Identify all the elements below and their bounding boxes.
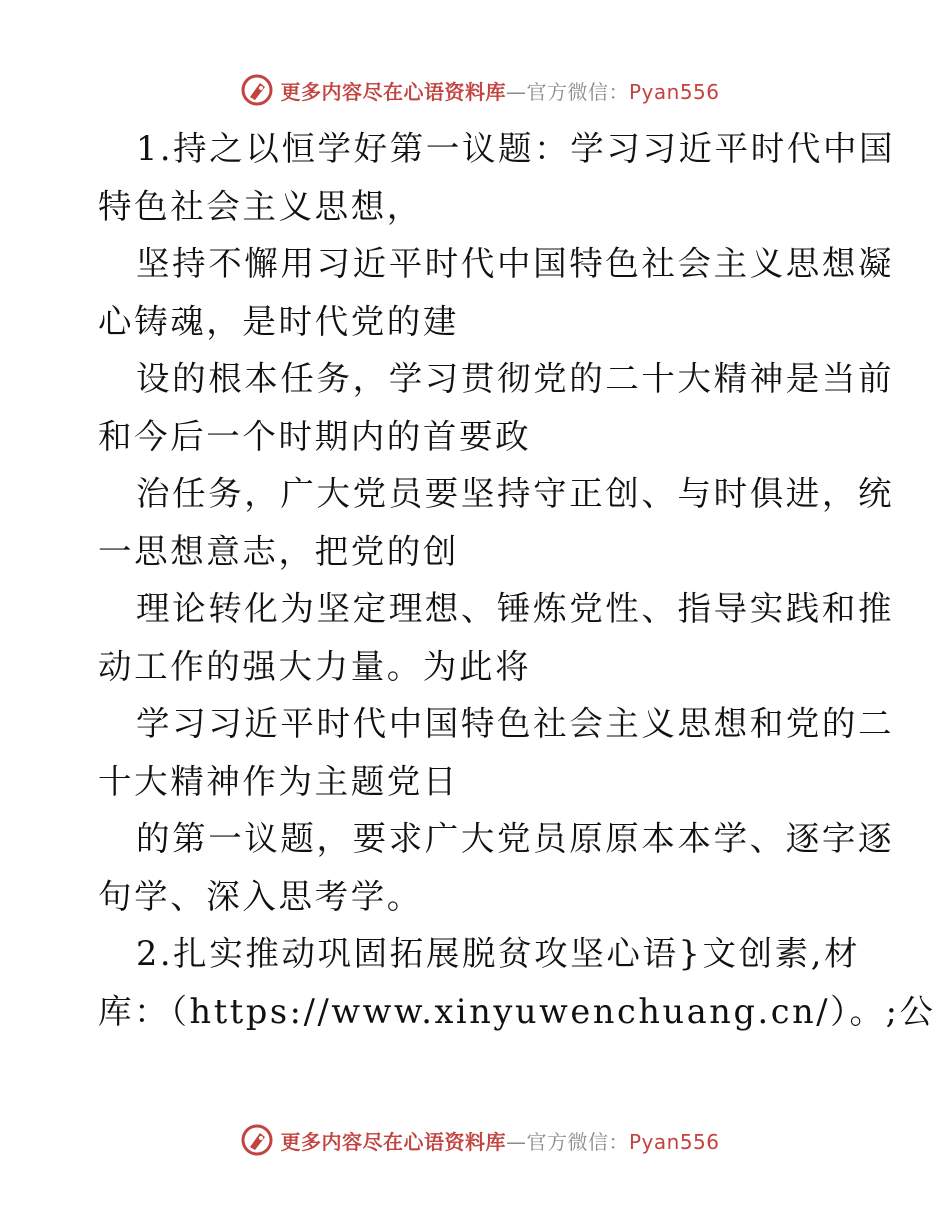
footer-banner xyxy=(0,1120,950,1160)
header-banner-wechat-label: 官方微信： xyxy=(526,79,629,104)
pen-nib-logo-icon xyxy=(240,1123,274,1157)
text-line: 的第一议题，要求广大党员原原本本学、逐字逐 xyxy=(136,819,895,858)
footer-banner-dash: — xyxy=(505,1129,527,1154)
pen-nib-logo-icon xyxy=(240,73,274,107)
footer-banner-wechat-id: Pyan556 xyxy=(628,1129,720,1154)
text-line: 特色社会主义思想， xyxy=(98,186,423,226)
document-body xyxy=(98,120,936,1040)
header-banner-main-text: 更多内容尽在心语资料库 xyxy=(280,79,506,104)
text-line: 坚持不懈用习近平时代中国特色社会主义思想凝 xyxy=(136,244,895,283)
text-line: 库：（https://www.xinyuwenchuang.cn/）。;公 xyxy=(98,991,936,1031)
text-line: 设的根本任务，学习贯彻党的二十大精神是当前 xyxy=(136,359,895,398)
text-line: 理论转化为坚定理想、锤炼党性、指导实践和推 xyxy=(136,589,895,628)
text-line: 1.持之以恒学好第一议题：学习习近平时代中国 xyxy=(136,129,896,168)
footer-banner-main-text: 更多内容尽在心语资料库 xyxy=(280,1129,506,1154)
header-banner-inner xyxy=(240,73,719,107)
header-banner xyxy=(0,70,950,110)
text-line: 动工作的强大力量。为此将 xyxy=(98,646,532,686)
footer-banner-text xyxy=(280,1126,719,1155)
header-banner-text xyxy=(280,76,719,105)
text-line: 句学、深入思考学。 xyxy=(98,876,423,916)
footer-banner-inner xyxy=(240,1123,719,1157)
text-line: 心铸魂，是时代党的建 xyxy=(98,301,459,341)
header-banner-dash: — xyxy=(505,79,527,104)
text-line: 学习习近平时代中国特色社会主义思想和党的二 xyxy=(136,704,895,743)
footer-banner-wechat-label: 官方微信： xyxy=(526,1129,629,1154)
text-line: 2.扎实推动巩固拓展脱贫攻坚心语}文创素,材 xyxy=(136,934,861,973)
text-line: 一思想意志，把党的创 xyxy=(98,531,459,571)
text-line: 和今后一个时期内的首要政 xyxy=(98,416,532,456)
text-line: 治任务，广大党员要坚持守正创、与时俱进，统 xyxy=(136,474,895,513)
text-line: 十大精神作为主题党日 xyxy=(98,761,459,801)
header-banner-wechat-id: Pyan556 xyxy=(628,79,720,104)
